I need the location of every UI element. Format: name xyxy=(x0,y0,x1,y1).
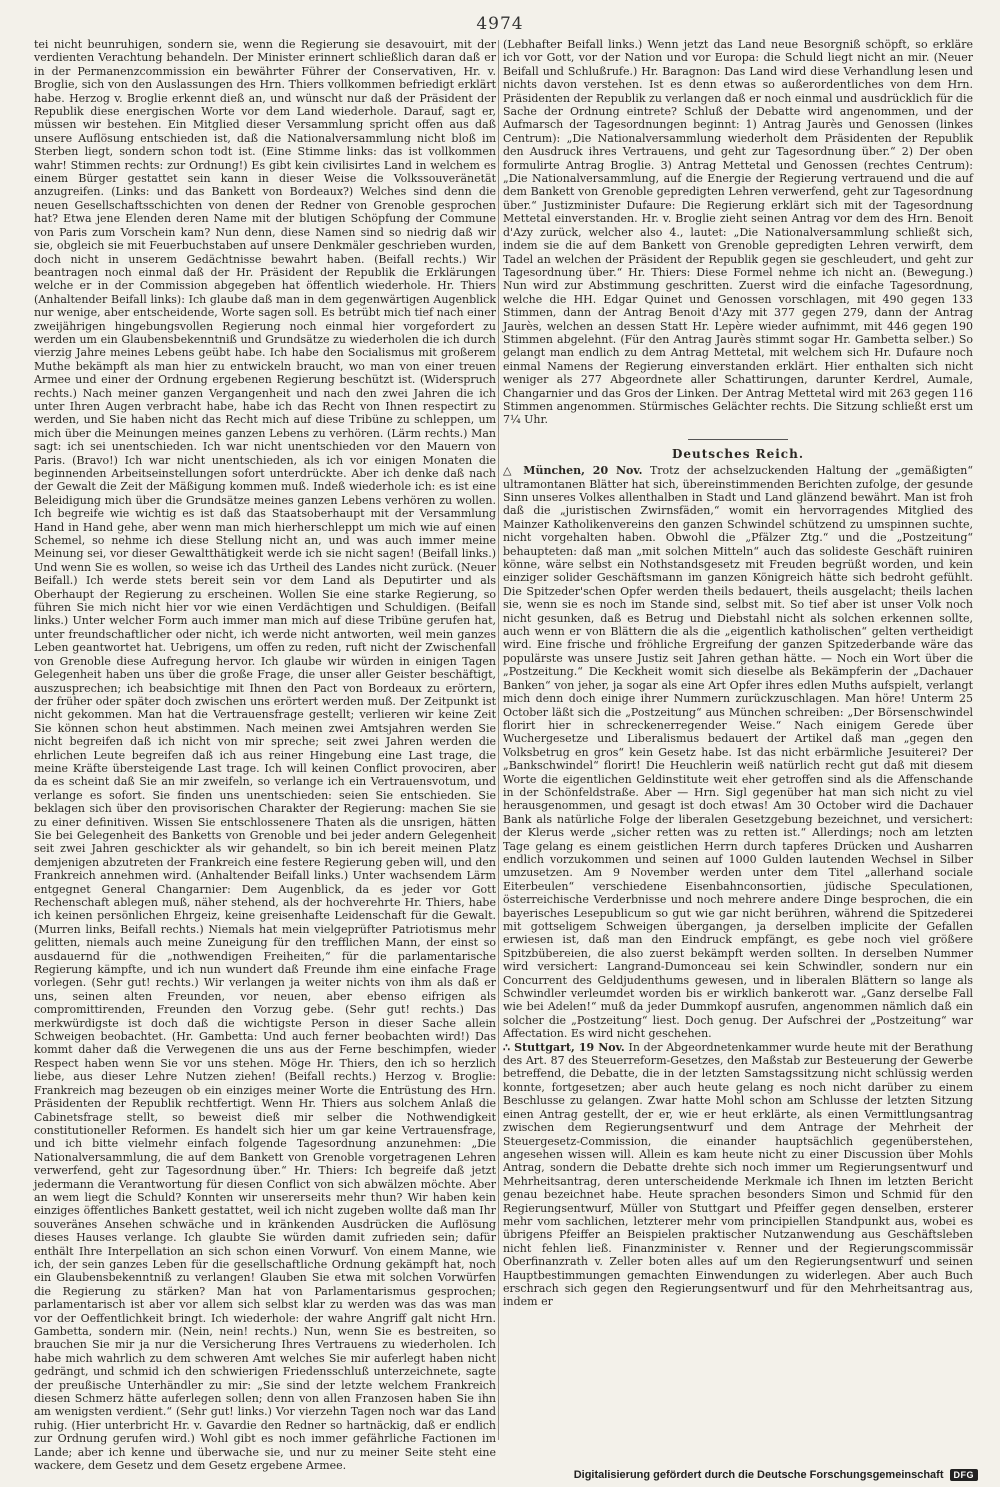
stuttgart-text: In der Abgeordnetenkammer wurde heute mit der Berathung des Art. 87 des Steuerreform-Gesetzes, den Maßstab zur Besteuerung der Gewerbe betreffend, die Debatte, die in der letzten Samstagssitzung nicht schlüssig werden konnte, fortgesetzen; aber auch heute gelang es noch nicht darüber zu einem Beschlusse zu gelangen. Zwar hatte Mohl schon am Schlusse der letzten Sitzung einen Antrag gestellt, der er, wie er heut erklärte, als einen Vermittlungsantrag zwischen dem Regierungsentwurf und dem Antrage der Mehrheit der Steuergesetz-Commission, die einander hauptsächlich gegenüberstehen, angesehen wissen will. Allein es kam heute nicht zu einer Discussion über Mohls Antrag, sondern die Debatte drehte sich noch immer um Regierungsentwurf und Mehrheitsantrag, deren unterscheidende Merkmale ich Ihnen im letzten Bericht genau bezeichnet habe. Heute sprachen besonders Simon und Schmid für den Regierungsentwurf, Müller von Stuttgart und Pfeiffer gegen denselben, ersterer mehr vom sachlichen, letzterer mehr vom principiellen Standpunkt aus, wobei es übrigens Pfeiffer an Beispielen praktischer Nutzanwendung aus Geschäftsleben nicht fehlen ließ. Finanzminister v. Renner und der Regierungscommissär Oberfinanzrath v. Zeller boten alles auf um den Regierungsentwurf und seinen Hauptbestimmungen gemachten Einwendungen zu widerlegen. Aber auch Buch erschrach sich gegen den Regierungsentwurf und für den Mehrheitsantrag aus, indem er xyxy=(503,1040,974,1309)
france-report-continuation: (Lebhafter Beifall links.) Wenn jetzt das Land neue Besorgniß schöpft, so erkläre ich vor Gott, vor der Nation und vor Europa: die Schuld liegt nicht an mir. (Neuer Beifall und Schlußrufe.) Hr. Baragnon: Das Land wird diese Verhandlung lesen und nichts davon verstehen. Ist es denn etwas so außerordentliches von dem Hrn. Präsidenten der Republik zu verlangen daß er noch einmal und ausdrücklich für die Sache der Ordnung eintrete? Schluß der Debatte wird angenommen, und der Aufmarsch der Tagesordnungen beginnt: 1) Antrag Jaurès und Genossen (linkes Centrum): „Die Nationalversammlung wiederholt dem Präsidenten der Republik den Ausdruck ihres Vertrauens, und geht zur Tagesordnung über.“ 2) Der oben formulirte Antrag Broglie. 3) Antrag Mettetal und Genossen (rechtes Centrum): „Die Nationalversammlung, auf die Energie der Regierung vertrauend und die auf dem Bankett von Grenoble gepredigten Lehren verwerfend, geht zur Tagesordnung über.“ Justizminister Dufaure: Die Regierung erklärt sich mit der Tagesordnung Mettetal einverstanden. Hr. v. Broglie zieht seinen Antrag vor dem des Hrn. Benoit d'Azy zurück, welcher also 4., lautet: „Die Nationalversammlung schließt sich, indem sie die auf dem Bankett von Grenoble gepredigten Lehren verwirft, dem Tadel an welchen der Präsident der Republik gegen sie geschleudert, und geht zur Tagesordnung über.“ Hr. Thiers: Diese Formel nehme ich nicht an. (Bewegung.) Nun wird zur Abstimmung geschritten. Zuerst wird die einfache Tagesordnung, welche die HH. Edgar Quinet und Genossen vorschlagen, mit 490 gegen 133 Stimmen, dann der Antrag Benoit d'Azy mit 377 gegen 279, dann der Antrag Jaurès, welchen an dessen Statt Hr. Lepère wieder aufnimmt, mit 446 gegen 190 Stimmen abgelehnt. (Für den Antrag Jaurès stimmt sogar Hr. Gambetta selber.) So gelangt man endlich zu dem Antrag Mettetal, mit welchem sich Hr. Dufaure noch einmal Namens der Regierung einverstanden erklärt. Hier enthalten sich nicht weniger als 277 Abgeordnete aller Schattirungen, darunter Kerdrel, Aumale, Changarnier und das Gros der Linken. Der Antrag Mettetal wird mit 263 gegen 116 Stimmen angenommen. Stürmisches Gelächter rechts. Die Sitzung schließt erst um 7¼ Uhr. xyxy=(503,38,973,427)
column-divider xyxy=(498,40,499,1440)
munich-dateline: △ München, 20 Nov. xyxy=(503,464,643,478)
left-column-text: tei nicht beunruhigen, sondern sie, wenn die Regierung sie desavouirt, mit der verdienten Verachtung behandeln. Der Minister erinnert schließlich daran daß er in der Permanenzcommission ein bewährter Führer der Conservativen, Hr. v. Broglie, sich von den Auslassungen des Hrn. Thiers vollkommen befriedigt erklärt habe. Herzog v. Broglie erkennt dieß an, und wünscht nur daß der Präsident der Republik diese energischen Worte vor dem Land wiederhole. Darauf, sagt er, müssen wir bestehen. Ein Mitglied dieser Versammlung spricht offen aus daß unsere Auflösung entschieden ist, daß die Nationalversammlung nicht bloß im Sterben liegt, sondern schon todt ist. (Eine Stimme links: das ist vollkommen wahr! Stimmen rechts: zur Ordnung!) Es gibt kein civilisirtes Land in welchem es einem Bürger gestattet sein kann in dieser Weise die Volkssouveränetät anzugreifen. (Links: und das Bankett von Bordeaux?) Welches sind denn die neuen Gesellschaftsschichten von denen der Redner von Grenoble gesprochen hat? Etwa jene Elenden deren Name mit der blutigen Schöpfung der Commune von Paris zum Vorschein kam? Nun denn, diese Namen sind so niedrig daß wir sie, obgleich sie mit Feuerbuchstaben auf unsere Denkmäler geschrieben wurden, doch nicht in unserem Gedächtnisse bewahrt haben. (Beifall rechts.) Wir beantragen noch einmal daß der Hr. Präsident der Republik die Erklärungen welche er in der Commission abgegeben hat öffentlich wiederhole. Hr. Thiers (Anhaltender Beifall links): Ich glaube daß man in dem gegenwärtigen Augenblick nur wenige, aber entscheidende, Worte sagen soll. Es betrübt mich tief nach einer zweijährigen hingebungsvollen Regierung noch einmal hier vorgefordert zu werden um ein Glaubensbekenntniß und Grundsätze zu wiederholen die ich durch vierzig Jahre meines Lebens geübt habe. Ich habe den Socialismus mit großerem Muthe bekämpft als man hier zu entwickeln braucht, wo man von einer treuen Armee und einer der Ordnung ergebenen Regierung beschützt ist. (Widerspruch rechts.) Nach meiner ganzen Vergangenheit und nach den zwei Jahren die ich unter Ihren Augen verbracht habe, habe ich das Recht von Ihnen respectirt zu werden, und Sie haben nicht das Recht mich auf diese Tribüne zu schleppen, um mich über die Meinungen meines ganzen Lebens zu verhören. (Lärm rechts.) Man sagt: ich sei unentschieden. Ich war nicht unentschieden vor den Mauern von Paris. (Bravo!) Ich war nicht unentschieden, als ich vor einigen Monaten die beginnenden Arbeitseinstellungen sofort unterdrückte. Aber ich denke daß nach der Gewalt die Zeit der Mäßigung kommen muß. Indeß wiederhole ich: es ist eine Beleidigung mich über die Grundsätze meines ganzen Lebens verhören zu wollen. Ich begreife wie wichtig es ist daß das Staatsoberhaupt mit der Versammlung Hand in Hand gehe, aber wenn man mich hierherschleppt um mich wie auf einen Schemel, so nehme ich diese Stellung nicht an, und was auch immer meine Meinung sei, vor dieser Gewaltthätigkeit werde ich sie nicht sagen! (Beifall links.) Und wenn Sie es wollen, so weise ich das Urtheil des Landes nicht zurück. (Neuer Beifall.) Ich werde stets bereit sein vor dem Land als Deputirter und als Oberhaupt der Regierung zu erscheinen. Wollen Sie eine starke Regierung, so führen Sie mich nicht hier vor wie einen Verdächtigen und Schuldigen. (Beifall links.) Unter welcher Form auch immer man mich auf diese Tribüne gerufen hat, unter freundschaftlicher oder nicht, ich werde nicht antworten, weil mein ganzes Leben geantwortet hat. Uebrigens, um offen zu reden, ruft nicht der Zwischenfall von Grenoble diese Aufregung hervor. Ich glaube wir würden in einigen Tagen Gelegenheit haben uns über die große Frage, die unser aller Geister beschäftigt, auszusprechen; ich beabsichtige mit Ihnen den Pact von Bordeaux zu erörtern, der früher oder später doch zwischen uns erörtert werden muß. Der Zeitpunkt ist nicht gekommen. Man hat die Vertrauensfrage gestellt; verlieren wir keine Zeit Sie können schon heut abstimmen. Nach meinen zwei Amtsjahren werden Sie nicht begreifen daß ich nicht von mir spreche; seit zwei Jahren werden die ehrlichen Leute begreifen daß ich aus reiner Hingebung eine Last trage, die meine Kräfte übersteigende Last trage. Ich will keinen Conflict provociren, aber da es scheint daß Sie an mir zweifeln, so verlange ich ein Vertrauensvotum, und verlange es sofort. Sie finden uns unentschieden: seien Sie entschieden. Sie beklagen sich über den provisorischen Charakter der Regierung: machen Sie sie zu einer definitiven. Wissen Sie entschlossenere Thaten als die unsrigen, hätten Sie bei Gelegenheit des Banketts von Grenoble und bei jeder andern Gelegenheit seit zwei Jahren geschickter als wir gehandelt, so bin ich bereit meinen Platz demjenigen abzutreten der Frankreich eine festere Regierung geben will, und den Frankreich annehmen wird. (Anhaltender Beifall links.) Unter wachsendem Lärm entgegnet General Changarnier: Dem Augenblick, da es jeder vor Gott Rechenschaft ablegen muß, näher stehend, als der hochverehrte Hr. Thiers, habe ich keinen persönlichen Ehrgeiz, keine greisenhafte Leidenschaft für die Gewalt. (Murren links, Beifall rechts.) Niemals hat mein vielgeprüfter Patriotismus mehr gelitten, niemals auch meine Zuneigung für den trefflichen Mann, der einst so ausdauernd für die „nothwendigen Freiheiten,“ für die parlamentarische Regierung kämpfte, und ich nun wundert daß Freunde ihm eine einfache Frage vorlegen. (Sehr gut! rechts.) Wir verlangen ja weiter nichts von ihm als daß er uns, seinen alten Freunden, vor neuen, aber ebenso eifrigen als compromittirenden, Freunden den Vorzug gebe. (Sehr gut! rechts.) Das merkwürdigste ist doch daß die wichtigste Person in dieser Sache allein Schweigen beobachtet. (Hr. Gambetta: Und auch ferner beobachten wird!) Das kommt daher daß die Verwegenen die uns aus der Ferne beschimpfen, wieder Respect haben wenn Sie vor uns stehen. Möge Hr. Thiers, den ich so herzlich liebe, aus dieser Lehre Nutzen ziehen! (Beifall rechts.) Herzog v. Broglie: Frankreich mag bezeugen ob ein einziges meiner Worte die Entrüstung des Hrn. Präsidenten der Republik rechtfertigt. Wenn Hr. Thiers aus solchem Anlaß die Cabinetsfrage stellt, so beweist dieß mir selber die Nothwendigkeit constitutioneller Reformen. Es handelt sich hier um gar keine Vertrauensfrage, und ich bitte vielmehr einfach folgende Tagesordnung anzunehmen: „Die Nationalversammlung, die auf dem Bankett von Grenoble vorgetragenen Lehren verwerfend, geht zur Tagesordnung über.“ Hr. Thiers: Ich begreife daß jetzt jedermann die Verantwortung für diesen Conflict von sich abwälzen möchte. Aber an wem liegt die Schuld? Konnten wir unsererseits mehr thun? Wir haben kein einziges öffentliches Bankett gestattet, weil ich nicht zugeben wollte daß man Ihr souveränes Ansehen schwäche und in kränkenden Ausdrücken die Auflösung dieses Hauses verlange. Ich glaubte Sie würden damit zufrieden sein; dafür enthält Ihre Interpellation an sich schon einen Vorwurf. Von einem Manne, wie ich, der sein ganzes Leben für die gesellschaftliche Ordnung gekämpft hat, noch ein Glaubensbekenntniß zu verlangen! Glauben Sie etwa mit solchen Vorwürfen die Regierung zu stärken? Man hat von Parlamentarismus gesprochen; parlamentarisch ist aber vor allem sich selbst klar zu werden was das was man vor der Oeffentlichkeit bringt. Ich wiederhole: der wahre Angriff galt nicht Hrn. Gambetta, sondern mir. (Nein, nein! rechts.) Nun, wenn Sie es bestreiten, so brauchen Sie mir ja nur die Versicherung Ihres Vertrauens zu wiederholen. Ich habe mich wahrlich zu dem schweren Amt welches Sie mir auferlegt haben nicht gedrängt, und schmid ich den schwierigen Friedensschluß unterzeichnete, sagte der preußische Unterhändler zu mir: „Sie sind der letzte welchem Frankreich diesen Schmerz hätte auferlegen sollen; denn von allen Franzosen haben Sie ihn am wenigsten verdient.“ (Sehr gut! links.) Vor vierzehn Tagen noch war das Land ruhig. (Hier unterbricht Hr. v. Gavardie den Redner so hartnäckig, daß er endlich zur Ordnung gerufen wird.) Wohl gibt es noch immer gefährliche Factionen im Lande; aber ich kenne und überwache sie, und nur zu meiner Seite steht eine wackere, dem Gesetz und dem Gesetz ergebene Armee. xyxy=(34,38,496,1473)
right-column xyxy=(503,38,973,1444)
section-title-deutsches-reich: Deutsches Reich. xyxy=(671,446,805,461)
section-rule xyxy=(688,439,788,440)
left-column xyxy=(34,38,496,1473)
footer-credit: Digitalisierung gefördert durch die Deutsche Forschungsgemeinschaft xyxy=(573,1469,944,1481)
munich-report xyxy=(503,464,973,1040)
munich-text: Trotz der achselzuckenden Haltung der „gemäßigten“ ultramontanen Blätter hat sich, übereinstimmenden Berichten zufolge, der gesunde Sinn unseres Volkes allenthalben in Stadt und Land glänzend bewährt. Man ist froh daß die „juristischen Zwirnsfäden,“ womit ein hervorragendes Mitglied des Mainzer Katholikenvereins den ganzen Schwindel schützend zu umspinnen suchte, nicht vorgehalten haben. Obwohl die „Pfälzer Ztg.“ und die „Postzeitung“ behaupteten: daß man „mit solchen Mitteln“ auch das solideste Geschäft ruiniren könne, wäre selbst ein Nothstandsgesetz mit Freuden begrüßt worden, und kein einziger solider Geschäftsmann im ganzen Königreich hätte sich bedroht gefühlt. Die Spitzeder'schen Opfer werden theils bedauert, theils ausgelacht; theils lachen sie, wenn sie es noch im Stande sind, selbst mit. So tief aber ist unser Volk noch nicht gesunken, daß es Betrug und Diebstahl nicht als solchen erkennen sollte, auch wenn er von Blättern die als die „eigentlich katholischen“ gelten vertheidigt wird. Eine frische und fröhliche Ergreifung der ganzen Spitzederbande wäre das populärste was unsere Justiz seit Jahren gethan hätte. — Noch ein Wort über die „Postzeitung.“ Die Keckheit womit sich dieselbe als Bekämpferin der „Dachauer Banken“ von jeher, ja sogar als eine Art Opfer ihres edlen Muths aufspielt, verlangt mich denn doch einige ihrer Nummern zurückzuschlagen. Man höre! Unterm 25 October läßt sich die „Postzeitung“ aus München schreiben: „Der Börsenschwindel florirt hier in schreckenerregender Weise.“ Nach einigem Gerede über Wuchergesetze und Liberalismus bedauert der Artikel daß man „gegen den Volksbetrug en gros“ kein Gesetz habe. Ist das nicht erbärmliche Jesuiterei? Der „Bankschwindel“ florirt! Die Heuchlerin weiß natürlich recht gut daß mit diesem Worte die eigentlichen Geldinstitute weit eher getroffen sind als die Affenschande in der Schönfeldstraße. Aber — Hrn. Sigl gegenüber hat man sich nicht zu viel herausgenommen, und gesagt ist doch etwas! Am 30 October wird die Dachauer Bank als natürliche Folge der liberalen Gesetzgebung bezeichnet, und versichert: der Klerus werde „sicher retten was zu retten ist.“ Allerdings; noch am letzten Tage gelang es einem geistlichen Herrn durch tapferes Drücken und Ausharren endlich vorzukommen und seinen auf 1000 Gulden lautenden Wechsel in Silber umzusetzen. Am 9 November werden unter dem Titel „allerhand sociale Eiterbeulen“ verschiedene Eisenbahnconsortien, jüdische Speculationen, österreichische Verderbnisse und noch mehrere andere Dinge besprochen, die ein bayerisches Lesepublicum so gut wie gar nicht berühren, während die Spitzederei mit gottseligem Schweigen übergangen, ja derselben implicite der Gefallen erwiesen ist, daß man den Eindruck empfängt, es gebe noch viel größere Spitzbübereien, die also zuerst bekämpft werden sollten. In derselben Nummer wird versichert: Langrand-Dumonceau sei kein Schwindler, sondern nur ein Concurrent des Geldjudenthums gewesen, und in liberalen Blättern so lange als Schwindler verleumdet worden bis er wirklich bankerott war. „Ganz derselbe Fall wie bei Adelen!“ muß da jeder Dummkopf ausrufen, angenommen nämlich daß ein solcher die „Postzeitung“ liest. Doch genug. Der Aufschrei der „Postzeitung“ war Affectation. Es wird nicht geschehen. xyxy=(503,464,973,1041)
stuttgart-dateline: ∴ Stuttgart, 19 Nov. xyxy=(503,1040,625,1054)
stuttgart-report xyxy=(503,1041,973,1309)
dfg-logo-icon: DFG xyxy=(950,1469,979,1481)
footer xyxy=(574,1469,978,1481)
page-number: 4974 xyxy=(476,14,524,34)
